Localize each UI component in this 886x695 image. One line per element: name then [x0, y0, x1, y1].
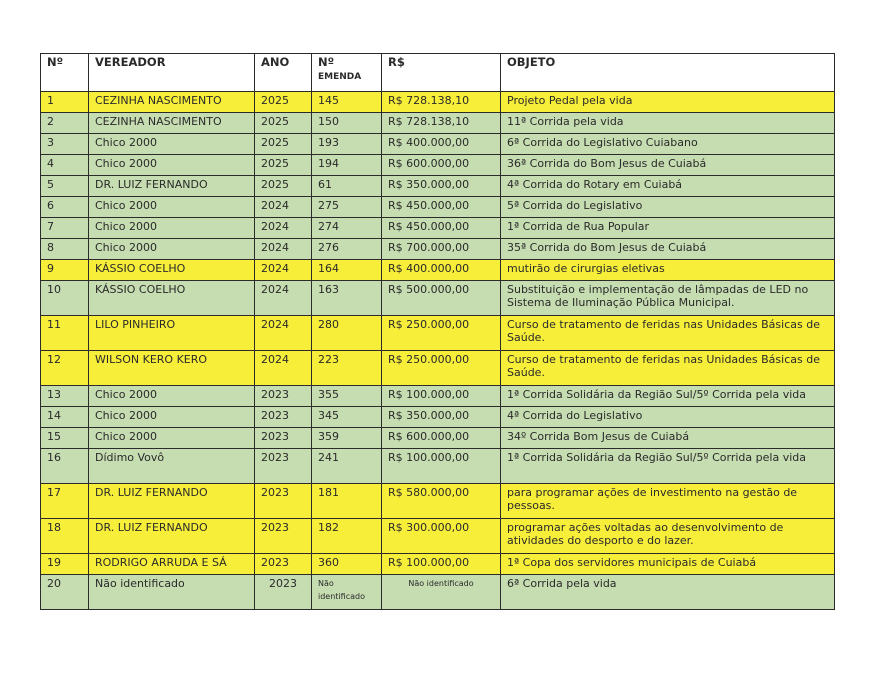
cell-valor: Não identificado: [382, 575, 501, 610]
cell-emenda: 145: [312, 92, 382, 113]
cell-valor: R$ 700.000,00: [382, 239, 501, 260]
cell-number: 11: [41, 316, 89, 351]
cell-valor: R$ 400.000,00: [382, 260, 501, 281]
cell-number: 8: [41, 239, 89, 260]
table-row: [41, 386, 835, 407]
cell-number: 10: [41, 281, 89, 316]
cell-emenda: 355: [312, 386, 382, 407]
cell-emenda: 194: [312, 155, 382, 176]
cell-emenda: 359: [312, 428, 382, 449]
cell-ano: 2023: [255, 407, 312, 428]
cell-valor: R$ 250.000,00: [382, 351, 501, 386]
cell-vereador: Chico 2000: [89, 386, 255, 407]
cell-emenda: 275: [312, 197, 382, 218]
table-row: [41, 260, 835, 281]
table-row: [41, 519, 835, 554]
cell-objeto: 1ª Corrida Solidária da Região Sul/5º Corrida pela vida: [501, 386, 835, 407]
table-body: [41, 92, 835, 610]
cell-vereador: Chico 2000: [89, 134, 255, 155]
emendas-table: [40, 53, 835, 610]
cell-emenda: 280: [312, 316, 382, 351]
cell-number: 14: [41, 407, 89, 428]
cell-ano: 2023: [255, 554, 312, 575]
cell-vereador: Chico 2000: [89, 218, 255, 239]
cell-vereador: Chico 2000: [89, 239, 255, 260]
table-row: [41, 113, 835, 134]
cell-objeto: 4ª Corrida do Legislativo: [501, 407, 835, 428]
cell-objeto: 1ª Corrida Solidária da Região Sul/5º Corrida pela vida: [501, 449, 835, 484]
cell-emenda: 164: [312, 260, 382, 281]
cell-number: 3: [41, 134, 89, 155]
cell-valor: R$ 580.000,00: [382, 484, 501, 519]
table-row: [41, 155, 835, 176]
cell-ano: 2023: [255, 386, 312, 407]
cell-emenda: 241: [312, 449, 382, 484]
cell-valor: R$ 600.000,00: [382, 428, 501, 449]
cell-ano: 2024: [255, 197, 312, 218]
cell-ano: 2025: [255, 113, 312, 134]
cell-objeto: Curso de tratamento de feridas nas Unidades Básicas de Saúde.: [501, 351, 835, 386]
cell-vereador: CEZINHA NASCIMENTO: [89, 92, 255, 113]
table-row: [41, 407, 835, 428]
cell-valor: R$ 500.000,00: [382, 281, 501, 316]
cell-vereador: KÁSSIO COELHO: [89, 281, 255, 316]
header-number: Nº: [41, 54, 89, 92]
cell-vereador: LILO PINHEIRO: [89, 316, 255, 351]
cell-vereador: Chico 2000: [89, 407, 255, 428]
cell-vereador: WILSON KERO KERO: [89, 351, 255, 386]
cell-number: 16: [41, 449, 89, 484]
table-row: [41, 316, 835, 351]
cell-valor: R$ 400.000,00: [382, 134, 501, 155]
cell-ano: 2024: [255, 260, 312, 281]
cell-ano: 2024: [255, 351, 312, 386]
cell-number: 5: [41, 176, 89, 197]
cell-number: 15: [41, 428, 89, 449]
cell-vereador: DR. LUIZ FERNANDO: [89, 176, 255, 197]
cell-vereador: DR. LUIZ FERNANDO: [89, 484, 255, 519]
table-row: [41, 554, 835, 575]
table-row: [41, 484, 835, 519]
cell-objeto: 4ª Corrida do Rotary em Cuiabá: [501, 176, 835, 197]
cell-emenda: 360: [312, 554, 382, 575]
cell-number: 4: [41, 155, 89, 176]
cell-number: 17: [41, 484, 89, 519]
cell-number: 2: [41, 113, 89, 134]
cell-emenda: 276: [312, 239, 382, 260]
cell-objeto: mutirão de cirurgias eletivas: [501, 260, 835, 281]
cell-vereador: CEZINHA NASCIMENTO: [89, 113, 255, 134]
header-ano: ANO: [255, 54, 312, 92]
cell-ano: 2024: [255, 239, 312, 260]
cell-vereador: RODRIGO ARRUDA E SÁ: [89, 554, 255, 575]
table-row: [41, 351, 835, 386]
header-valor: R$: [382, 54, 501, 92]
cell-emenda: 61: [312, 176, 382, 197]
header-vereador: VEREADOR: [89, 54, 255, 92]
table-row: [41, 197, 835, 218]
table-row: [41, 575, 835, 610]
cell-number: 19: [41, 554, 89, 575]
cell-ano: 2023: [255, 519, 312, 554]
cell-number: 20: [41, 575, 89, 610]
cell-valor: R$ 250.000,00: [382, 316, 501, 351]
cell-emenda: 182: [312, 519, 382, 554]
cell-valor: R$ 728.138,10: [382, 92, 501, 113]
cell-emenda: 163: [312, 281, 382, 316]
cell-objeto: Curso de tratamento de feridas nas Unidades Básicas de Saúde.: [501, 316, 835, 351]
cell-number: 9: [41, 260, 89, 281]
cell-ano: 2025: [255, 155, 312, 176]
cell-emenda: 345: [312, 407, 382, 428]
cell-valor: R$ 100.000,00: [382, 386, 501, 407]
cell-ano: 2025: [255, 92, 312, 113]
cell-ano: 2023: [255, 428, 312, 449]
table-row: [41, 239, 835, 260]
cell-number: 6: [41, 197, 89, 218]
cell-vereador: Não identificado: [89, 575, 255, 610]
cell-objeto: 6ª Corrida do Legislativo Cuiabano: [501, 134, 835, 155]
cell-vereador: KÁSSIO COELHO: [89, 260, 255, 281]
cell-objeto: 6ª Corrida pela vida: [501, 575, 835, 610]
header-emenda-line1: Nº: [318, 55, 335, 69]
table-header-row: [41, 54, 835, 92]
header-emenda-line2: EMENDA: [318, 72, 362, 82]
cell-objeto: 1ª Corrida de Rua Popular: [501, 218, 835, 239]
cell-vereador: DR. LUIZ FERNANDO: [89, 519, 255, 554]
cell-emenda: 223: [312, 351, 382, 386]
cell-ano: 2025: [255, 176, 312, 197]
cell-objeto: 36ª Corrida do Bom Jesus de Cuiabá: [501, 155, 835, 176]
cell-emenda: 181: [312, 484, 382, 519]
cell-objeto: para programar ações de investimento na gestão de pessoas.: [501, 484, 835, 519]
header-emenda: [312, 54, 382, 92]
table-row: [41, 134, 835, 155]
cell-valor: R$ 100.000,00: [382, 554, 501, 575]
table-row: [41, 176, 835, 197]
cell-valor: R$ 450.000,00: [382, 218, 501, 239]
cell-vereador: Dídimo Vovô: [89, 449, 255, 484]
cell-valor: R$ 728.138,10: [382, 113, 501, 134]
cell-ano: 2024: [255, 281, 312, 316]
cell-vereador: Chico 2000: [89, 428, 255, 449]
cell-ano: 2023: [255, 575, 312, 610]
cell-objeto: Substituição e implementação de lâmpadas de LED no Sistema de Iluminação Pública Municipal.: [501, 281, 835, 316]
table-row: [41, 428, 835, 449]
cell-number: 18: [41, 519, 89, 554]
table-row: [41, 449, 835, 484]
table-row: [41, 92, 835, 113]
cell-valor: R$ 350.000,00: [382, 176, 501, 197]
cell-objeto: Projeto Pedal pela vida: [501, 92, 835, 113]
cell-valor: R$ 350.000,00: [382, 407, 501, 428]
table-row: [41, 218, 835, 239]
cell-number: 7: [41, 218, 89, 239]
cell-valor: R$ 300.000,00: [382, 519, 501, 554]
cell-emenda: Não identificado: [312, 575, 382, 610]
cell-objeto: 11ª Corrida pela vida: [501, 113, 835, 134]
cell-emenda: 274: [312, 218, 382, 239]
cell-valor: R$ 450.000,00: [382, 197, 501, 218]
table-row: [41, 281, 835, 316]
cell-valor: R$ 600.000,00: [382, 155, 501, 176]
cell-emenda: 193: [312, 134, 382, 155]
header-objeto: OBJETO: [501, 54, 835, 92]
cell-number: 12: [41, 351, 89, 386]
cell-ano: 2024: [255, 218, 312, 239]
cell-objeto: programar ações voltadas ao desenvolvimento de atividades do desporto e do lazer.: [501, 519, 835, 554]
cell-valor: R$ 100.000,00: [382, 449, 501, 484]
cell-emenda: 150: [312, 113, 382, 134]
cell-objeto: 34º Corrida Bom Jesus de Cuiabá: [501, 428, 835, 449]
cell-number: 13: [41, 386, 89, 407]
cell-ano: 2025: [255, 134, 312, 155]
cell-ano: 2023: [255, 449, 312, 484]
cell-number: 1: [41, 92, 89, 113]
cell-ano: 2024: [255, 316, 312, 351]
cell-objeto: 1ª Copa dos servidores municipais de Cuiabá: [501, 554, 835, 575]
cell-objeto: 5ª Corrida do Legislativo: [501, 197, 835, 218]
cell-objeto: 35ª Corrida do Bom Jesus de Cuiabá: [501, 239, 835, 260]
cell-ano: 2023: [255, 484, 312, 519]
cell-vereador: Chico 2000: [89, 155, 255, 176]
cell-vereador: Chico 2000: [89, 197, 255, 218]
